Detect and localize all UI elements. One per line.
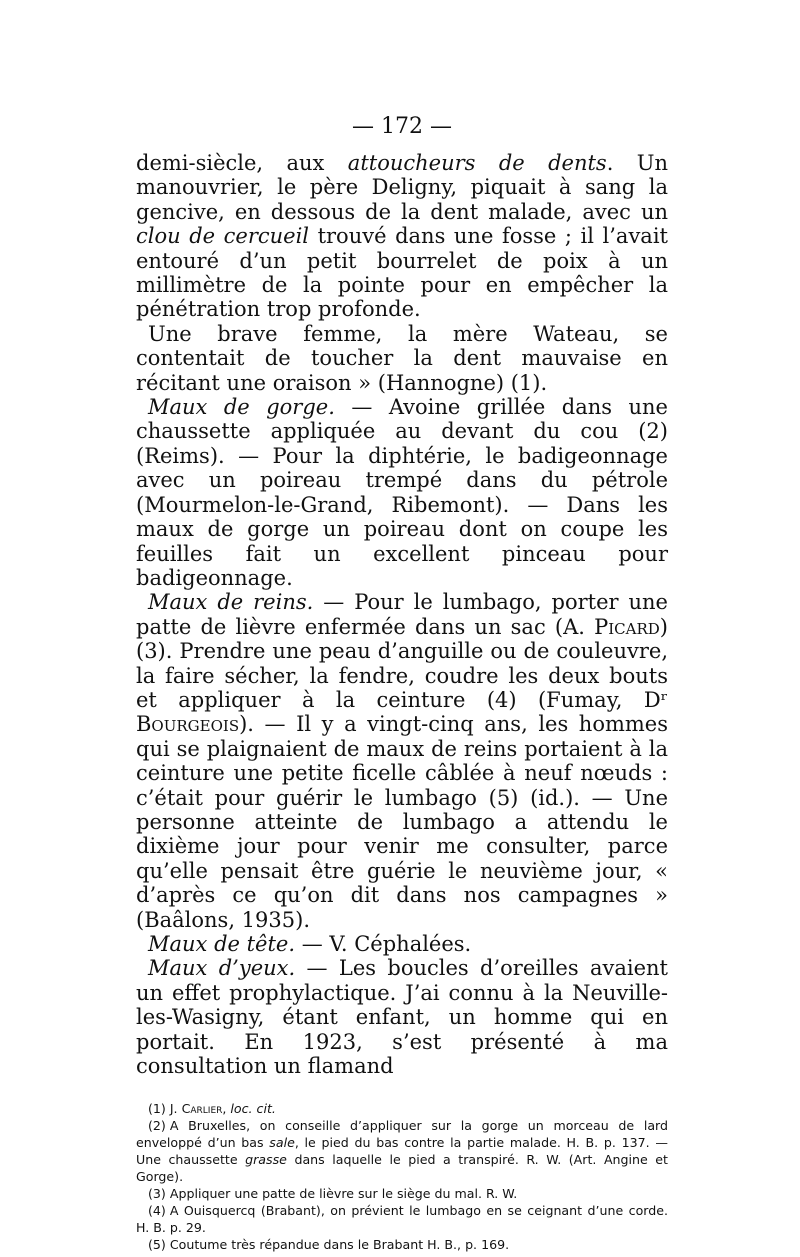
footnote-text	[136, 1203, 668, 1235]
text-run: demi-siècle, aux	[136, 151, 348, 175]
paragraph	[136, 590, 668, 932]
footnote	[136, 1117, 668, 1185]
paragraph	[136, 932, 668, 956]
footnote	[136, 1100, 668, 1117]
italic-run: Maux de reins.	[148, 590, 314, 615]
footnote-text	[170, 1186, 517, 1201]
book-page	[136, 112, 668, 1253]
text-run: dans laquelle le pied a transpiré. R. W. (Art. Angine et Gorge).	[136, 1152, 668, 1185]
text-run: ) (3). Prendre une peau d’anguille ou de couleuvre, la faire sécher, la fendre, coudre les deux bouts et appliquer à la ceinture (4) (Fumay, Dʳ	[136, 614, 668, 712]
text-run: ,	[222, 1101, 231, 1117]
text-run: . Un manouvrier, le père Deligny, piquait à sang la gencive, en dessous de la dent malade, avec un	[136, 151, 669, 224]
paragraph	[136, 322, 668, 395]
italic-run: attoucheurs de dents	[347, 151, 607, 175]
text-run: ). — Il y a vingt-cinq ans, les hommes qui se plaignaient de maux de reins portaient à la ceinture une petite ficelle câblée à neuf nœuds : c’était pour guérir le lumbago (5) (id.). — Une personne atteinte de lumbago a attendu le dixième jour pour venir me consulter, parce qu’elle pensait être guérie le neuvième jour, « d’après ce qu’on dit dans nos campagnes » (Baâlons, 1935).	[136, 712, 668, 932]
footnotes	[136, 1100, 668, 1253]
italic-run: loc. cit.	[230, 1101, 276, 1117]
footnote-text	[170, 1237, 509, 1252]
footnote-text	[136, 1118, 668, 1184]
footnote	[136, 1202, 668, 1236]
footnote-number: (2)	[148, 1118, 166, 1134]
footnote-number: (1)	[148, 1101, 166, 1117]
paragraph	[136, 151, 668, 322]
footnote-number: (3)	[148, 1186, 166, 1202]
text-run: Coutume très répandue dans le Brabant H. B., p. 169.	[169, 1237, 510, 1253]
text-run: A Ouisquercq (Brabant), on prévient le lumbago en se ceignant d’une corde. H. B. p. 29.	[136, 1203, 668, 1236]
footnote-text	[170, 1101, 276, 1116]
small-caps-run: Picard	[594, 614, 660, 639]
text-run: Appliquer une patte de lièvre sur le siège du mal. R. W.	[169, 1186, 518, 1202]
text-run: trouvé dans une fosse ; il l’avait entouré d’un petit bourrelet de poix à un millimètre de la pointe pour en empêcher la pénétration trop profonde.	[136, 224, 668, 322]
italic-run: Maux d’yeux.	[148, 956, 296, 981]
footnote	[136, 1236, 668, 1253]
italic-run: sale	[269, 1135, 295, 1151]
text-run: — Avoine grillée dans une chaussette appliquée au devant du cou (2) (Reims). — Pour la diphtérie, le badigeonnage avec un poireau trempé dans du pétrole (Mourmelon-le-Grand, Ribemont). — Dans les maux de gorge un poireau dont on coupe les feuilles fait un excellent pinceau pour badigeonnage.	[136, 395, 668, 590]
paragraph	[136, 395, 668, 590]
text-run: — Pour le lumbago, porter une patte de lièvre enfermée dans un sac (A.	[136, 590, 668, 639]
paragraph	[136, 956, 668, 1078]
text-run: — V. Céphalées.	[295, 932, 472, 956]
text-run: J.	[169, 1101, 182, 1117]
small-caps-run: Carlier	[181, 1101, 223, 1117]
small-caps-run: Bourgeois	[136, 712, 240, 737]
italic-run: grasse	[245, 1152, 287, 1168]
text-run: , le pied du bas contre la partie malade. H. B. p. 137. — Une chaussette	[136, 1135, 668, 1168]
text-run: A Bruxelles, on conseille d’appliquer sur la gorge un morceau de lard enveloppé d’un bas	[136, 1118, 668, 1151]
text-run: Une brave femme, la mère Wateau, se contentait de toucher la dent mauvaise en récitant une oraison » (Hannogne) (1).	[136, 321, 668, 395]
footnote	[136, 1185, 668, 1202]
footnote-number: (5)	[148, 1237, 166, 1253]
footnote-number: (4)	[148, 1203, 166, 1219]
italic-run: Maux de gorge.	[148, 395, 335, 420]
text-run: — Les boucles d’oreilles avaient un effet prophylactique. J’ai connu à la Neuville-les-Wasigny, étant enfant, un homme qui en portait. En 1923, s’est présenté à ma consultation un flamand	[136, 956, 668, 1079]
page-number: — 172 —	[352, 114, 452, 139]
body-text	[136, 151, 668, 1078]
italic-run: clou de cercueil	[136, 224, 310, 249]
italic-run: Maux de tête.	[148, 932, 296, 956]
